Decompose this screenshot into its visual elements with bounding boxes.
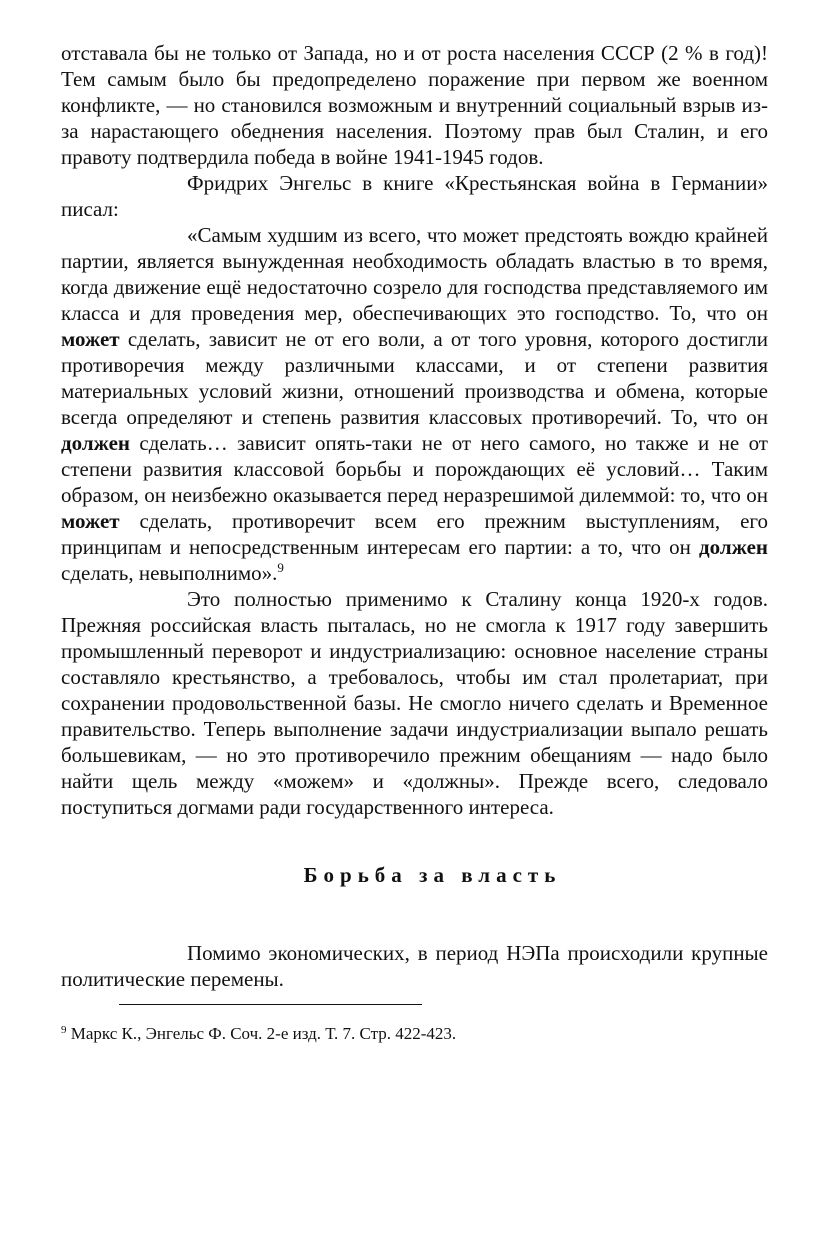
footnote-number: 9 bbox=[61, 1024, 67, 1036]
quote-text-3: сделать… зависит опять-таки не от него самого, но также и не от степени развития классовой борьбы и порождающих её условий… Таким образом, он неизбежно оказывается перед неразрешимой дилеммой: то, что он bbox=[61, 431, 768, 507]
paragraph-stalin: Это полностью применимо к Сталину конца 1920-х годов. Прежняя российская власть пыталась, но не смогла к 1917 году завершить промышленный переворот и индустриализацию: основное население страны составляло крестьянство, а требовалось, чтобы им стал пролетариат, при сохранении продовольственной базы. Не смогло ничего сделать и Временное правительство. Теперь выполнение задачи индустриализации выпало решать большевикам, — но это противоречило прежним обещаниям — надо было найти щель между «можем» и «должны». Прежде всего, следовало поступиться догмами ради государственного интереса. bbox=[61, 587, 768, 819]
footnote bbox=[61, 1023, 768, 1045]
quote-paragraph bbox=[61, 222, 768, 586]
paragraph-nep: Помимо экономических, в период НЭПа происходили крупные политические перемены. bbox=[61, 941, 768, 991]
quote-text-2: сделать, зависит не от его воли, а от того уровня, которого достигли противоречия между различными классами, и от степени развития материальных условий жизни, отношений производства и обмена, которые всегда определяют и степень развития классовых противоречий. То, что он bbox=[61, 327, 768, 429]
paragraph-continuation: отставала бы не только от Запада, но и от роста населения СССР (2 % в год)! Тем самым было бы предопределено поражение при первом же военном конфликте, — но становился возможным и внутренний социальный взрыв из-за нарастающего обеднения населения. Поэтому прав был Сталин, и его правоту подтвердила победа в войне 1941-1945 годов. bbox=[61, 41, 768, 169]
footnote-text: Маркс К., Энгельс Ф. Соч. 2-е изд. Т. 7. Стр. 422-423. bbox=[66, 1024, 457, 1043]
quote-bold-must-2: должен bbox=[699, 535, 768, 559]
quote-text-5: сделать, невыполнимо». bbox=[61, 561, 278, 585]
footnote-reference: 9 bbox=[277, 560, 284, 575]
paragraph-engels-intro: Фридрих Энгельс в книге «Крестьянская война в Германии» писал: bbox=[61, 171, 768, 221]
quote-text-1: «Самым худшим из всего, что может предстоять вождю крайней партии, является вынужденная необходимость обладать властью в то время, когда движение ещё недостаточно созрело для господства представляемого им класса и для проведения мер, обеспечивающих это господство. То, что он bbox=[61, 223, 768, 325]
footnote-divider bbox=[119, 1004, 422, 1005]
quote-text-4: сделать, противоречит всем его прежним выступлениям, его принципам и непосредственным интересам его партии: а то, что он bbox=[61, 509, 768, 559]
quote-bold-may-1: может bbox=[61, 327, 120, 351]
document-page bbox=[61, 40, 768, 1045]
quote-bold-may-2: может bbox=[61, 509, 120, 533]
section-heading: Борьба за власть bbox=[303, 863, 562, 887]
quote-bold-must-1: должен bbox=[61, 431, 130, 455]
